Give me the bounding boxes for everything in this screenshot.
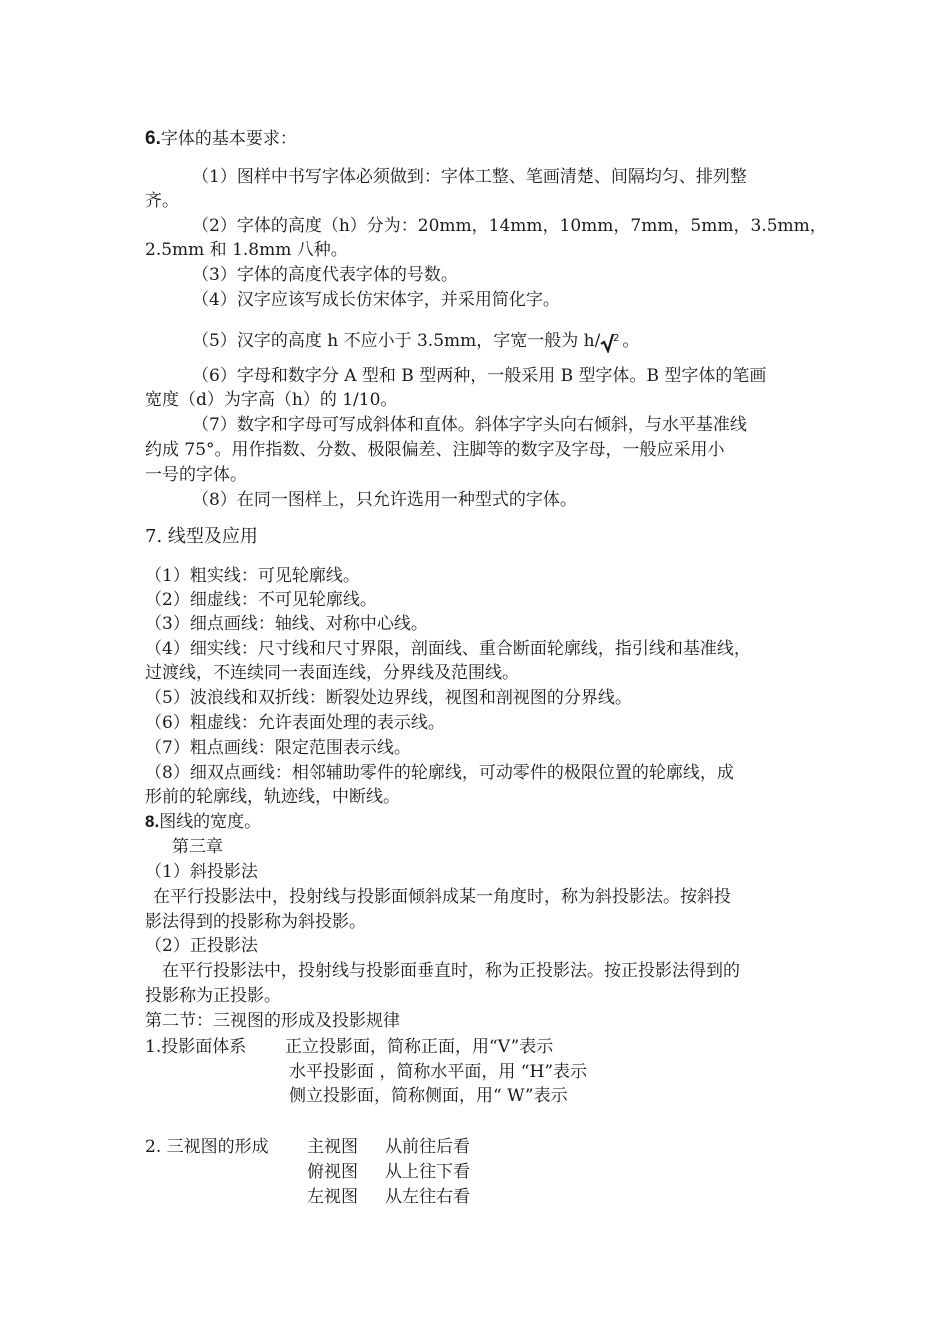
section-7-heading: 7. 线型及应用 (145, 526, 258, 547)
line-type-6: （6）粗虚线：允许表面处理的表示线。 (145, 713, 445, 733)
paragraph-6-6-line-2: 宽度（d）为字高（h）的 1/10。 (145, 390, 398, 410)
paragraph-6-4: （4）汉字应该写成长仿宋体字，并采用简化字。 (192, 290, 560, 310)
oblique-projection-heading: （1）斜投影法 (145, 862, 258, 882)
line-type-5: （5）波浪线和双折线：断裂处边界线，视图和剖视图的分界线。 (145, 688, 632, 708)
view-name-left: 左视图 (307, 1187, 358, 1207)
orthographic-projection-heading: （2）正投影法 (145, 936, 258, 956)
oblique-projection-line-1: 在平行投影法中，投射线与投影面倾斜成某一角度时，称为斜投影法。按斜投 (153, 887, 731, 907)
paragraph-6-3: （3）字体的高度代表字体的号数。 (192, 265, 458, 285)
paragraph-6-6-line-1: （6）字母和数字分 A 型和 B 型两种，一般采用 B 型字体。B 型字体的笔画 (192, 366, 767, 386)
paragraph-6-7-line-3: 一号的字体。 (145, 465, 247, 485)
paragraph-6-5-end: 。 (622, 331, 640, 351)
chapter-3-title: 第三章 (172, 837, 223, 857)
paragraph-6-5-text: （5）汉字的高度 h 不应小于 3.5mm，字宽一般为 h/ (192, 331, 601, 351)
view-name-top: 俯视图 (307, 1162, 358, 1182)
view-direction-front: 从前往后看 (385, 1137, 470, 1157)
paragraph-6-2-line-1: （2）字体的高度（h）分为：20mm，14mm，10mm，7mm，5mm，3.5mm， (192, 216, 827, 236)
view-name-front: 主视图 (307, 1137, 358, 1157)
paragraph-6-2-line-2: 2.5mm 和 1.8mm 八种。 (145, 240, 348, 260)
paragraph-6-1-line-2: 齐。 (145, 191, 179, 211)
line-type-2: （2）细虚线：不可见轮廓线。 (145, 590, 377, 610)
line-type-4-line-1: （4）细实线：尺寸线和尺寸界限，剖面线、重合断面轮廓线，指引线和基准线， (145, 639, 751, 659)
orthographic-projection-line-2: 投影称为正投影。 (145, 986, 281, 1006)
view-direction-top: 从上往下看 (385, 1162, 470, 1182)
orthographic-projection-line-1: 在平行投影法中，投射线与投影面垂直时，称为正投影法。按正投影法得到的 (162, 961, 740, 981)
paragraph-6-8: （8）在同一图样上，只允许选用一种型式的字体。 (192, 490, 577, 510)
line-type-1: （1）粗实线：可见轮廓线。 (145, 566, 360, 586)
projection-plane-horizontal: 水平投影面 ，简称水平面，用 “H”表示 (289, 1062, 588, 1082)
section-6-number: 6. (145, 128, 161, 149)
projection-plane-front: 正立投影面，简称正面，用“V”表示 (285, 1037, 554, 1057)
section-6-heading (145, 128, 297, 152)
square-root-2-icon (600, 331, 622, 353)
line-type-8-line-1: （8）细双点画线：相邻辅助零件的轮廓线，可动零件的极限位置的轮廓线，成 (145, 763, 734, 783)
three-views-label: 2. 三视图的形成 (145, 1137, 269, 1157)
oblique-projection-line-2: 影法得到的投影称为斜投影。 (145, 912, 366, 932)
section-8-heading (145, 811, 261, 835)
section-6-title: 字体的基本要求： (160, 129, 297, 149)
line-type-7: （7）粗点画线：限定范围表示线。 (145, 738, 411, 758)
projection-plane-side: 侧立投影面，简称侧面，用“ W”表示 (289, 1086, 568, 1106)
line-type-3: （3）细点画线：轴线、对称中心线。 (145, 614, 428, 634)
section-2-heading: 第二节：三视图的形成及投影规律 (145, 1011, 400, 1031)
paragraph-6-7-line-2: 约成 75°。用作指数、分数、极限偏差、注脚等的数字及字母，一般应采用小 (145, 440, 725, 460)
line-type-8-line-2: 形前的轮廓线，轨迹线，中断线。 (145, 787, 400, 807)
line-type-4-line-2: 过渡线，不连续同一表面连线，分界线及范围线。 (145, 663, 519, 683)
section-8-title: 图线的宽度。 (159, 812, 262, 832)
paragraph-6-1-line-1: （1）图样中书写字体必须做到：字体工整、笔画清楚、间隔均匀、排列整 (192, 167, 747, 187)
svg-text:2: 2 (613, 332, 620, 344)
projection-system-label: 1.投影面体系 (145, 1037, 247, 1057)
paragraph-6-7-line-1: （7）数字和字母可写成斜体和直体。斜体字字头向右倾斜，与水平基准线 (192, 415, 747, 435)
view-direction-left: 从左往右看 (385, 1187, 470, 1207)
section-8-number: 8. (145, 812, 160, 831)
paragraph-6-5 (192, 330, 639, 354)
